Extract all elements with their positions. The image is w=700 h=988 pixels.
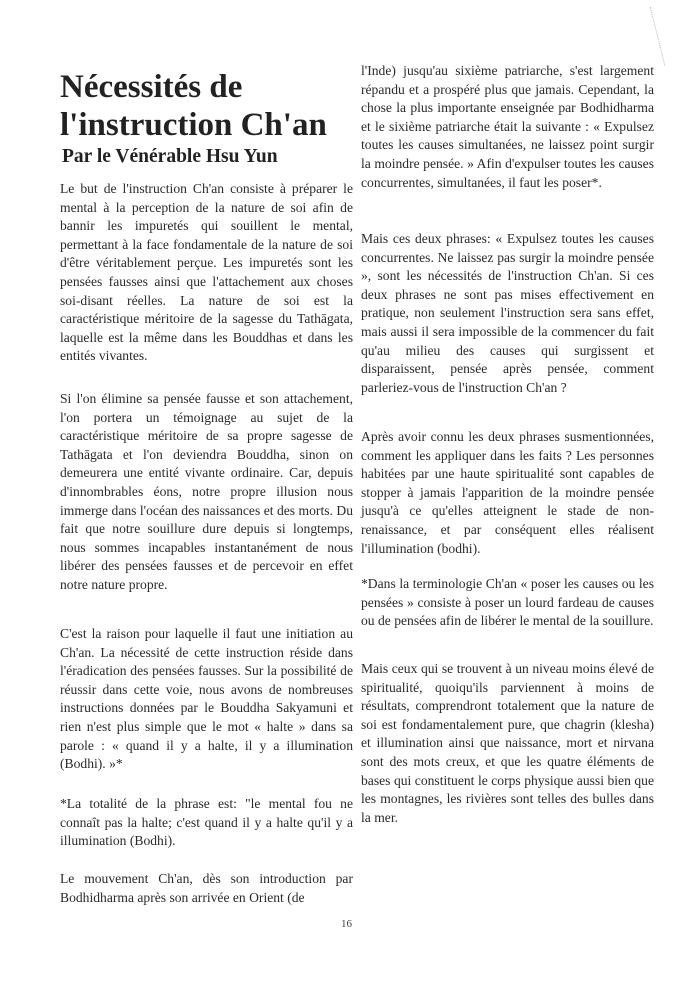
page-number: 16 <box>341 918 352 930</box>
article-title <box>60 68 350 144</box>
title-line-1: Nécessités de <box>60 69 243 105</box>
article-author: Par le Vénérable Hsu Yun <box>62 146 278 167</box>
left-paragraph-1: Le but de l'instruction Ch'an consiste à préparer le mental à la perception de la nature de soi afin de bannir les impuretés qui souillent le mental, permettant à la face fondamentale de la nature de soi d'être véritablement perçue. Les impuretés sont les pensées fausses ainsi que l'attachement aux choses soi-disant réelles. La nature de soi est la caractéristique méritoire de la sagesse du Tathāgata, laquelle est la même dans les Bouddhas et dans les entités vivantes. <box>60 181 353 364</box>
right-paragraph-4: Mais ceux qui se trouvent à un niveau moins élevé de spiritualité, quoiqu'ils parviennent à moins de résultats, comprendront totalement que la nature de soi est fondamentalement pure, que chagrin (klesha) et illumination ainsi que naissance, mort et nirvana sont des mots creux, et que les quatre éléments de bases qui constituent le corps physique aussi bien que les montagnes, les rivières sont telles des bulles dans la mer. <box>361 661 654 825</box>
right-paragraph-2: Mais ces deux phrases: « Expulsez toutes les causes concurrentes. Ne laissez pas surgir la moindre pensée », sont les nécessités de l'instruction Ch'an. Si ces deux phrases ne sont pas mises effectivement en pratique, non seulement l'instruction sera sans effet, mais aussi il sera impossible de la commencer du fait qu'au milieu des causes qui surgissent et disparaissent, pensée après pensée, comment parleriez-vous de l'instruction Ch'an ? <box>361 231 654 395</box>
right-paragraph-1: l'Inde) jusqu'au sixième patriarche, s'est largement répandu et a prospéré plus que jamais. Cependant, la chose la plus importante enseignée par Bodhidharma et le sixième patriarche était la suivante : « Expulsez toutes les causes simultanées, ne laissez point surgir la moindre pensée. » Afin d'expulser toutes les causes concurrentes, simultanées, il faut les poser*. <box>361 63 654 190</box>
left-paragraph-3: C'est la raison pour laquelle il faut une initiation au Ch'an. La nécessité de cette instruction réside dans l'éradication des pensées fausses. Sur la possibilité de réussir dans cette voie, nous avons de nombreuses instructions données par le Bouddha Sakyamuni et rien n'est plus simple que le mot « halte » dans sa parole : « quand il y a halte, il y a illumination (Bodhi). »* <box>60 626 353 772</box>
left-paragraph-4: Le mouvement Ch'an, dès son introduction par Bodhidharma après son arrivée en Orient (de <box>60 871 353 905</box>
right-footnote: *Dans la terminologie Ch'an « poser les causes ou les pensées » consiste à poser un lourd fardeau de causes ou de pensées afin de libérer le mental de la souillure. <box>361 576 654 629</box>
left-paragraph-2: Si l'on élimine sa pensée fausse et son attachement, l'on portera un témoignage au sujet de la caractéristique méritoire de sa propre sagesse de Tathāgata et l'on deviendra Bouddha, sinon on demeurera une entité vivante ordinaire. Car, depuis d'innombrables éons, notre propre illusion nous immerge dans l'océan des naissances et des morts. Du fait que notre souillure dure depuis si longtemps, nous sommes incapables instantanément de nous libérer des pensées fausses et de percevoir en effet notre nature propre. <box>60 391 353 592</box>
left-footnote: *La totalité de la phrase est: "le mental fou ne connaît pas la halte; c'est quand il y a halte qu'il y a illumination (Bodhi). <box>60 796 353 849</box>
scan-artifact <box>650 7 667 66</box>
title-line-2: l'instruction Ch'an <box>60 107 327 143</box>
right-paragraph-3: Après avoir connu les deux phrases susmentionnées, comment les appliquer dans les faits ? Les personnes habitées par une haute spiritualité sont capables de stopper à jamais l'apparition de la moindre pensée jusqu'à ce qu'elles atteignent le stade de non-renaissance, et par conséquent elles réalisent l'illumination (bodhi). <box>361 429 654 556</box>
